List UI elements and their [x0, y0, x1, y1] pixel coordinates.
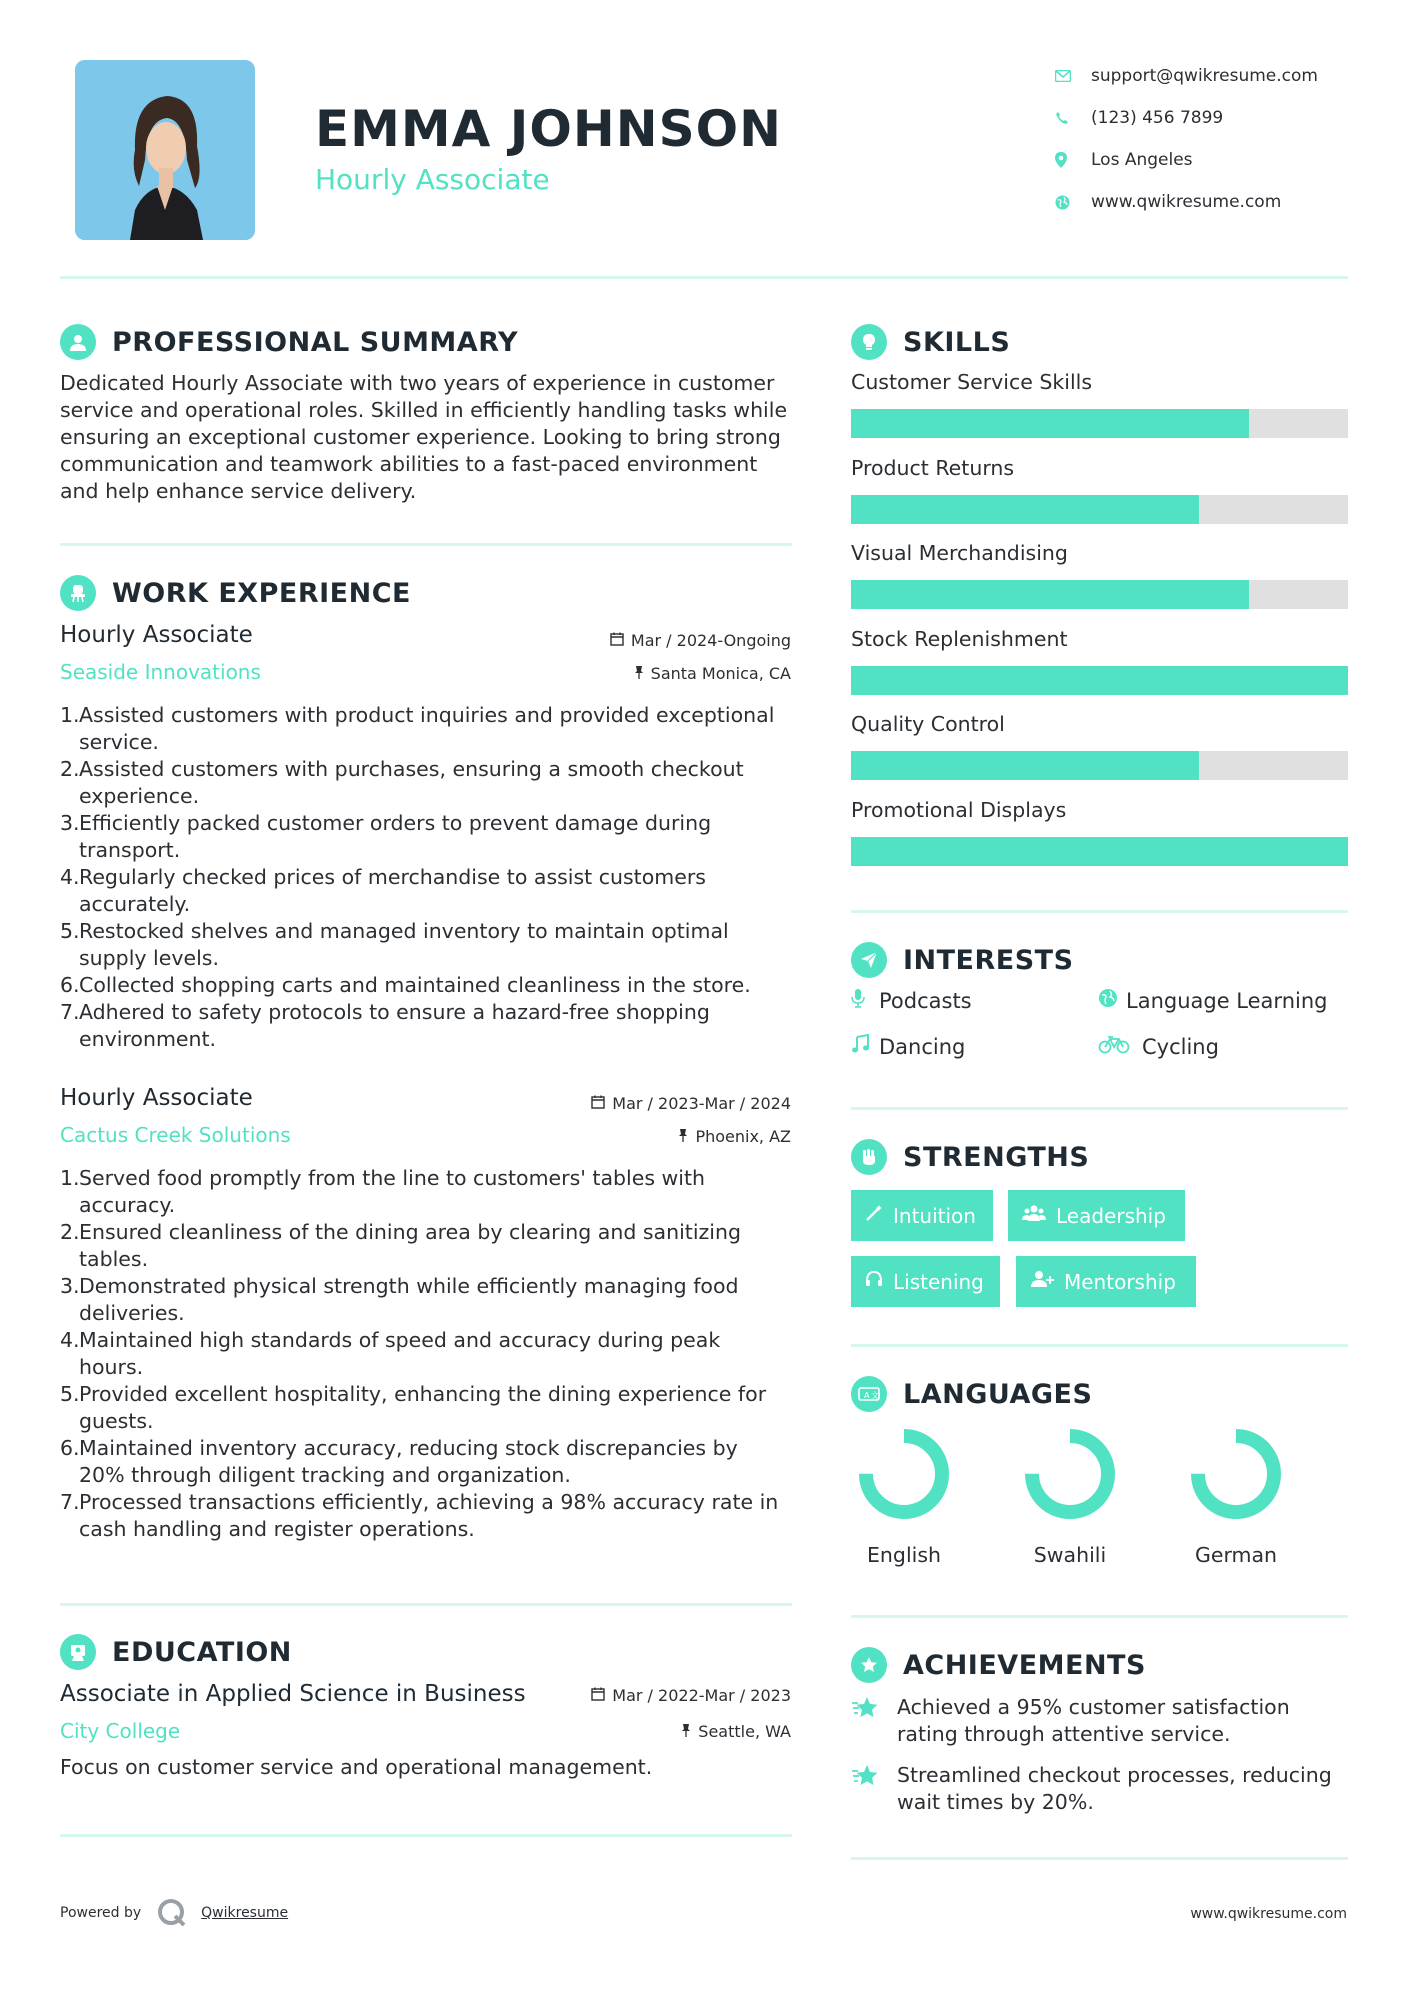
list-item: 3. Efficiently packed customer orders to prevent damage during transport.	[60, 811, 712, 862]
job-location	[678, 1127, 791, 1146]
microphone-icon	[851, 988, 879, 1013]
interest-item	[1098, 1034, 1219, 1059]
svg-text:文: 文	[871, 1391, 879, 1400]
job-location	[634, 664, 791, 683]
language-ring	[858, 1428, 950, 1520]
summary-line: and help enhance service delivery.	[60, 479, 417, 503]
phone-text: (123) 456 7899	[1091, 108, 1224, 128]
language-ring-arc	[1198, 1436, 1274, 1512]
music-icon	[851, 1034, 879, 1059]
job-location-text: Santa Monica, CA	[650, 664, 791, 683]
profile-photo	[75, 60, 255, 240]
skill-label: Customer Service Skills	[851, 370, 1093, 394]
headphones-icon	[865, 1270, 883, 1293]
candidate-role: Hourly Associate	[315, 163, 550, 196]
summary-text	[60, 370, 800, 505]
strength-tag	[1016, 1256, 1196, 1307]
chair-icon	[60, 575, 96, 611]
languages-title: LANGUAGES	[903, 1378, 1093, 1410]
skill-bar	[851, 580, 1348, 609]
skill-bar-fill	[851, 495, 1199, 524]
section-divider	[851, 1615, 1348, 1618]
qwikresume-logo-icon	[157, 1898, 187, 1928]
paper-plane-icon	[851, 942, 887, 978]
skill-bar-fill	[851, 580, 1249, 609]
list-item: 5. Restocked shelves and managed inventory to maintain optimal supply levels.	[60, 919, 729, 970]
job-title: Hourly Associate	[60, 1085, 253, 1111]
interest-item	[851, 1034, 965, 1059]
skill-bar-fill	[851, 409, 1249, 438]
job-title: Hourly Associate	[60, 622, 253, 648]
powered-by-text: Powered by	[60, 1905, 142, 1921]
strength-label: Mentorship	[1064, 1269, 1176, 1294]
interest-item	[851, 988, 972, 1013]
school-name: City College	[60, 1719, 181, 1743]
strength-label: Intuition	[893, 1203, 976, 1228]
summary-line: ensuring an exceptional customer experience. Looking to bring strong	[60, 425, 781, 449]
summary-line: communication and teamwork abilities to a fast-paced environment	[60, 452, 758, 476]
contact-email[interactable]	[1055, 55, 1385, 97]
brand-link[interactable]: Qwikresume	[201, 1905, 289, 1921]
pin-icon	[681, 1723, 691, 1741]
contact-location	[1055, 139, 1385, 181]
graduation-icon	[60, 1634, 96, 1670]
pin-icon	[634, 665, 644, 683]
website-text: www.qwikresume.com	[1091, 192, 1282, 212]
interest-label: Podcasts	[879, 988, 972, 1013]
strength-tag	[851, 1190, 993, 1241]
skill-label: Promotional Displays	[851, 797, 1067, 822]
magic-wand-icon	[865, 1204, 883, 1227]
strength-tag	[851, 1256, 1000, 1307]
star-icon	[851, 1762, 897, 1816]
skill-bar	[851, 409, 1348, 438]
email-icon	[1055, 70, 1091, 82]
contact-website[interactable]	[1055, 181, 1385, 223]
list-item: 4. Maintained high standards of speed and accuracy during peak hours.	[60, 1328, 721, 1379]
language-ring-arc	[866, 1436, 942, 1512]
skill-bar	[851, 837, 1348, 866]
language-ring-arc	[1032, 1436, 1108, 1512]
language-label: English	[866, 1543, 942, 1567]
job-duties	[60, 702, 800, 1053]
skill-label: Quality Control	[851, 712, 1005, 736]
fist-icon	[851, 1139, 887, 1175]
skill-label: Visual Merchandising	[851, 541, 1068, 565]
strengths-header	[851, 1139, 1089, 1175]
bicycle-icon	[1098, 1034, 1142, 1059]
list-item: 1. Served food promptly from the line to customers' tables with accuracy.	[60, 1166, 706, 1217]
interest-label: Language Learning	[1126, 988, 1328, 1013]
experience-title: WORK EXPERIENCE	[112, 577, 411, 609]
email-text: support@qwikresume.com	[1091, 66, 1318, 86]
job-dates-text: Mar / 2023-Mar / 2024	[612, 1094, 791, 1113]
language-ring	[1190, 1428, 1282, 1520]
list-item: 4. Regularly checked prices of merchandise to assist customers accurately.	[60, 865, 706, 916]
skill-bar-fill	[851, 837, 1348, 866]
education-description: Focus on customer service and operational management.	[60, 1755, 653, 1779]
globe-icon	[1055, 195, 1091, 210]
strength-label: Leadership	[1056, 1203, 1166, 1228]
languages-header	[851, 1376, 1092, 1412]
header-divider	[60, 276, 1348, 279]
job-company: Cactus Creek Solutions	[60, 1123, 291, 1147]
section-divider	[60, 1603, 792, 1606]
education-dates-text: Mar / 2022-Mar / 2023	[612, 1686, 791, 1705]
users-icon	[1022, 1204, 1046, 1227]
skill-label: Product Returns	[851, 455, 1015, 480]
language-label: German	[1194, 1543, 1278, 1567]
list-item: 1. Assisted customers with product inquiries and provided exceptional service.	[60, 703, 775, 754]
education-title: EDUCATION	[112, 1636, 292, 1668]
language-icon	[851, 1376, 887, 1412]
skills-header	[851, 324, 1010, 360]
footer-url[interactable]: www.qwikresume.com	[1190, 1906, 1347, 1922]
education-header	[60, 1634, 292, 1670]
interest-label: Dancing	[879, 1034, 966, 1059]
interest-label: Cycling	[1142, 1034, 1219, 1059]
achievements-header	[851, 1647, 1146, 1683]
list-item: 2. Ensured cleanliness of the dining area by clearing and sanitizing tables.	[60, 1220, 741, 1271]
candidate-name: EMMA JOHNSON	[315, 100, 782, 158]
star-badge-icon	[851, 1647, 887, 1683]
section-divider	[851, 1857, 1348, 1860]
achievement-item: Achieved a 95% customer satisfaction rating through attentive service.	[851, 1694, 1348, 1748]
strengths-title: STRENGTHS	[903, 1141, 1090, 1173]
calendar-icon	[591, 1687, 605, 1705]
summary-line: Dedicated Hourly Associate with two years of experience in customer	[60, 371, 775, 395]
location-icon	[1055, 152, 1091, 168]
job-dates	[591, 1094, 791, 1113]
job-location-text: Phoenix, AZ	[695, 1127, 791, 1146]
contact-phone[interactable]	[1055, 97, 1385, 139]
list-item: 2. Assisted customers with purchases, ensuring a smooth checkout experience.	[60, 757, 744, 808]
interest-item	[1098, 988, 1327, 1013]
list-item: 6. Collected shopping carts and maintained cleanliness in the store.	[60, 973, 751, 997]
summary-title: PROFESSIONAL SUMMARY	[112, 326, 519, 358]
education-location-text: Seattle, WA	[698, 1722, 791, 1741]
skills-title: SKILLS	[903, 326, 1011, 358]
lightbulb-icon	[851, 324, 887, 360]
skill-label: Stock Replenishment	[851, 626, 1068, 651]
section-divider	[60, 1834, 792, 1837]
calendar-icon	[610, 632, 624, 650]
user-icon	[60, 324, 96, 360]
pin-icon	[678, 1128, 688, 1146]
interests-title: INTERESTS	[903, 944, 1074, 976]
achievements-title: ACHIEVEMENTS	[903, 1649, 1146, 1681]
degree-title: Associate in Applied Science in Business	[60, 1681, 526, 1707]
location-text: Los Angeles	[1091, 150, 1193, 170]
language-ring	[1024, 1428, 1116, 1520]
list-item: 7. Adhered to safety protocols to ensure a hazard-free shopping environment.	[60, 1000, 710, 1051]
job-duties	[60, 1165, 800, 1543]
interests-header	[851, 942, 1074, 978]
section-divider	[60, 543, 792, 546]
section-divider	[851, 910, 1348, 913]
strength-tag	[1008, 1190, 1185, 1241]
section-divider	[851, 1344, 1348, 1347]
list-item: 5. Provided excellent hospitality, enhancing the dining experience for guests.	[60, 1382, 767, 1433]
skill-bar	[851, 751, 1348, 780]
education-dates	[591, 1686, 791, 1705]
svg-text:A: A	[864, 1391, 870, 1400]
list-item: 3. Demonstrated physical strength while efficiently managing food deliveries.	[60, 1274, 739, 1325]
phone-icon	[1055, 111, 1091, 125]
skill-bar	[851, 495, 1348, 524]
list-item: 7. Processed transactions efficiently, achieving a 98% accuracy rate in cash handling and register operations.	[60, 1490, 779, 1541]
star-icon	[851, 1694, 897, 1748]
achievement-item: Streamlined checkout processes, reducing wait times by 20%.	[851, 1762, 1348, 1816]
education-location	[681, 1722, 791, 1741]
skill-bar-fill	[851, 751, 1199, 780]
job-dates	[610, 631, 791, 650]
user-plus-icon	[1030, 1270, 1054, 1293]
summary-header	[60, 324, 518, 360]
calendar-icon	[591, 1095, 605, 1113]
footer-powered-by	[60, 1898, 288, 1928]
job-dates-text: Mar / 2024-Ongoing	[630, 631, 791, 650]
contact-list	[1055, 55, 1385, 223]
language-label: Swahili	[1033, 1543, 1107, 1567]
strength-label: Listening	[893, 1269, 984, 1294]
experience-header	[60, 575, 411, 611]
globe-icon	[1098, 988, 1126, 1013]
skill-bar-fill	[851, 666, 1348, 695]
summary-line: service and operational roles. Skilled in efficiently handling tasks while	[60, 398, 788, 422]
job-company: Seaside Innovations	[60, 660, 261, 684]
skill-bar	[851, 666, 1348, 695]
section-divider	[851, 1107, 1348, 1110]
list-item: 6. Maintained inventory accuracy, reducing stock discrepancies by 20% through diligent tracking and organization.	[60, 1436, 738, 1487]
